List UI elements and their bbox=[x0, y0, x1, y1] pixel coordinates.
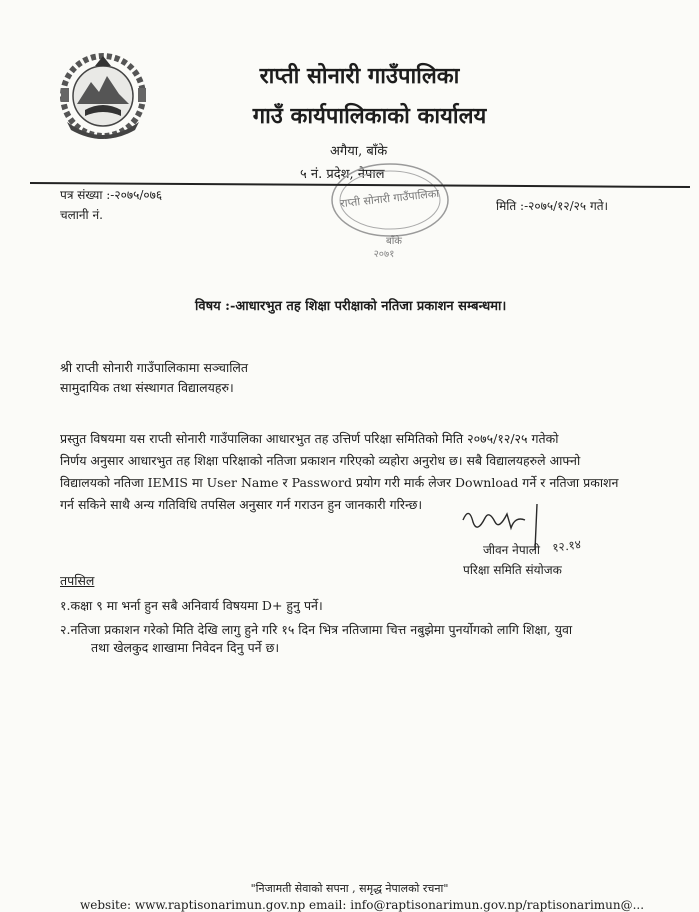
address-line-2: ५ नं. प्रदेश, नेपाल bbox=[300, 167, 385, 182]
stamp-text: राप्ती सोनारी गाउँपालिका bbox=[339, 186, 440, 211]
subject-line: विषय :-आधारभुत तह शिक्षा परीक्षाको नतिजा प्रकाशन सम्बन्धमा। bbox=[195, 299, 507, 314]
address-line-1: अगैया, बाँके bbox=[330, 144, 388, 159]
stamp-year: २०७१ bbox=[373, 249, 395, 260]
body-line-1: प्रस्तुत विषयमा यस राप्ती सोनारी गाउँपालिका आधारभुत तह उत्तिर्ण परिक्षा समितिको मिति २०७५/१२/२५ गतेको bbox=[60, 431, 559, 446]
footer-slogan: "निजामती सेवाको सपना , समृद्ध नेपालको रचना" bbox=[250, 882, 449, 895]
reference-number: पत्र संख्या :-२०७५/०७६ bbox=[60, 188, 163, 202]
stamp-place: बाँके bbox=[386, 236, 402, 247]
office-stamp bbox=[328, 160, 458, 260]
municipality-title: राप्ती सोनारी गाउँपालिका bbox=[259, 63, 460, 89]
detail-item-2-line-1: २.नतिजा प्रकाशन गरेको मिति देखि लागु हुने गरि १५ दिन भित्र नतिजामा चित्त नबुझेमा पुनर्योगको लागि शिक्षा, युवा bbox=[60, 622, 573, 637]
details-heading: तपसिल bbox=[60, 573, 95, 588]
dispatch-number: चलानी नं. bbox=[60, 208, 103, 222]
detail-item-2-line-2: तथा खेलकुद शाखामा निवेदन दिनु पर्ने छ। bbox=[91, 640, 280, 655]
signatory-title: परिक्षा समिति संयोजक bbox=[463, 563, 562, 577]
detail-item-1: १.कक्षा ९ मा भर्ना हुन सबै अनिवार्य विषयमा D+ हुनु पर्ने। bbox=[60, 598, 323, 613]
office-title: गाउँ कार्यपालिकाको कार्यालय bbox=[252, 103, 487, 129]
recipient-line-2: सामुदायिक तथा संस्थागत विद्यालयहरु। bbox=[60, 380, 234, 395]
signed-date: १२.१४ bbox=[551, 537, 582, 555]
footer-website: website: www.raptisonarimun.gov.np email: info@raptisonarimun.gov.np/raptisonarimun@... bbox=[80, 898, 645, 912]
signatory-name: जीवन नेपाली bbox=[483, 543, 540, 557]
body-line-3: विद्यालयको नतिजा IEMIS मा User Name र Password प्रयोग गरी मार्क लेजर Download गर्ने र नतिजा प्रकाशन bbox=[60, 475, 619, 490]
body-line-4: गर्न सकिने साथै अन्य गतिविधि तपसिल अनुसार गर्न गराउन हुन जानकारी गरिन्छ। bbox=[60, 497, 423, 512]
letter-date: मिति :-२०७५/१२/२५ गते। bbox=[496, 199, 609, 213]
body-line-2: निर्णय अनुसार आधारभुत तह शिक्षा परिक्षाको नतिजा प्रकाशन गरिएको व्यहोरा अनुरोध छ। सबै विद्यालयहरुले आफ्नो bbox=[60, 453, 581, 468]
recipient-line-1: श्री राप्ती सोनारी गाउँपालिकामा सञ्चालित bbox=[60, 360, 249, 375]
